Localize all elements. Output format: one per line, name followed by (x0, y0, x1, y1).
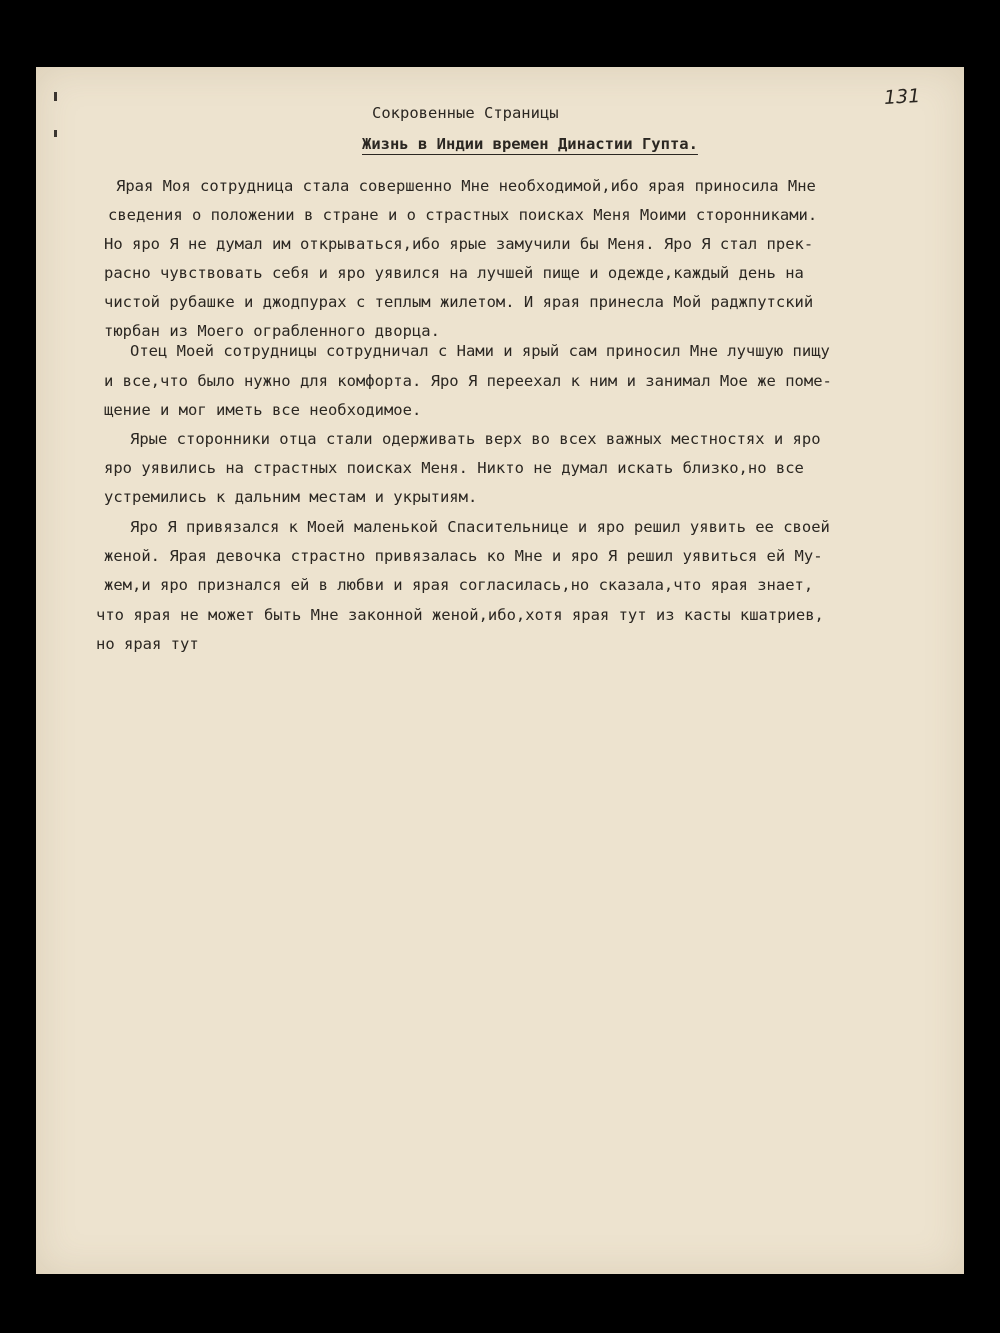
text-line: женой. Ярая девочка страстно привязалась ко Мне и яро Я решил уявиться ей Му- (104, 547, 823, 565)
text-line: сведения о положении в стране и о страстных поисках Меня Моими сторонниками. (108, 206, 818, 224)
text-line: что ярая не может быть Мне законной женой,ибо,хотя ярая тут из касты кшатриев, (96, 606, 824, 624)
paper-watermark (584, 627, 654, 1227)
text-line: яро уявились на страстных поисках Меня. Никто не думал искать близко,но все (104, 459, 804, 477)
text-line: Но яро Я не думал им открываться,ибо ярые замучили бы Меня. Яро Я стал прек- (104, 235, 814, 253)
text-line: и все,что было нужно для комфорта. Яро Я переехал к ним и занимал Мое же поме- (104, 372, 832, 390)
text-line: жем,и яро признался ей в любви и ярая согласилась,но сказала,что ярая знает, (104, 576, 814, 594)
text-line: чистой рубашке и джодпурах с теплым жилетом. И ярая принесла Мой раджпутский (104, 293, 814, 311)
text-line: расно чувствовать себя и яро уявился на лучшей пище и одежде,каждый день на (104, 264, 804, 282)
text-line: тюрбан из Моего ограбленного дворца. (104, 322, 440, 340)
document-title: Сокровенные Страницы (372, 104, 559, 122)
text-line: но ярая тут (96, 635, 199, 653)
text-line: Яро Я привязался к Моей маленькой Спасительнице и яро решил уявить ее своей (130, 518, 830, 536)
text-line: щение и мог иметь все необходимое. (104, 401, 422, 419)
text-line: Ярая Моя сотрудница стала совершенно Мне необходимой,ибо ярая приносила Мне (116, 177, 816, 195)
text-line: Ярые сторонники отца стали одерживать верх во всех важных местностях и яро (130, 430, 821, 448)
text-line: Отец Моей сотрудницы сотрудничал с Нами и ярый сам приносил Мне лучшую пищу (130, 342, 830, 360)
binding-mark (54, 92, 57, 101)
handwritten-page-number: 131 (883, 85, 921, 109)
text-line: устремились к дальним местам и укрытиям. (104, 488, 478, 506)
binding-mark (54, 130, 57, 137)
document-subtitle: Жизнь в Индии времен Династии Гупта. (362, 135, 698, 153)
